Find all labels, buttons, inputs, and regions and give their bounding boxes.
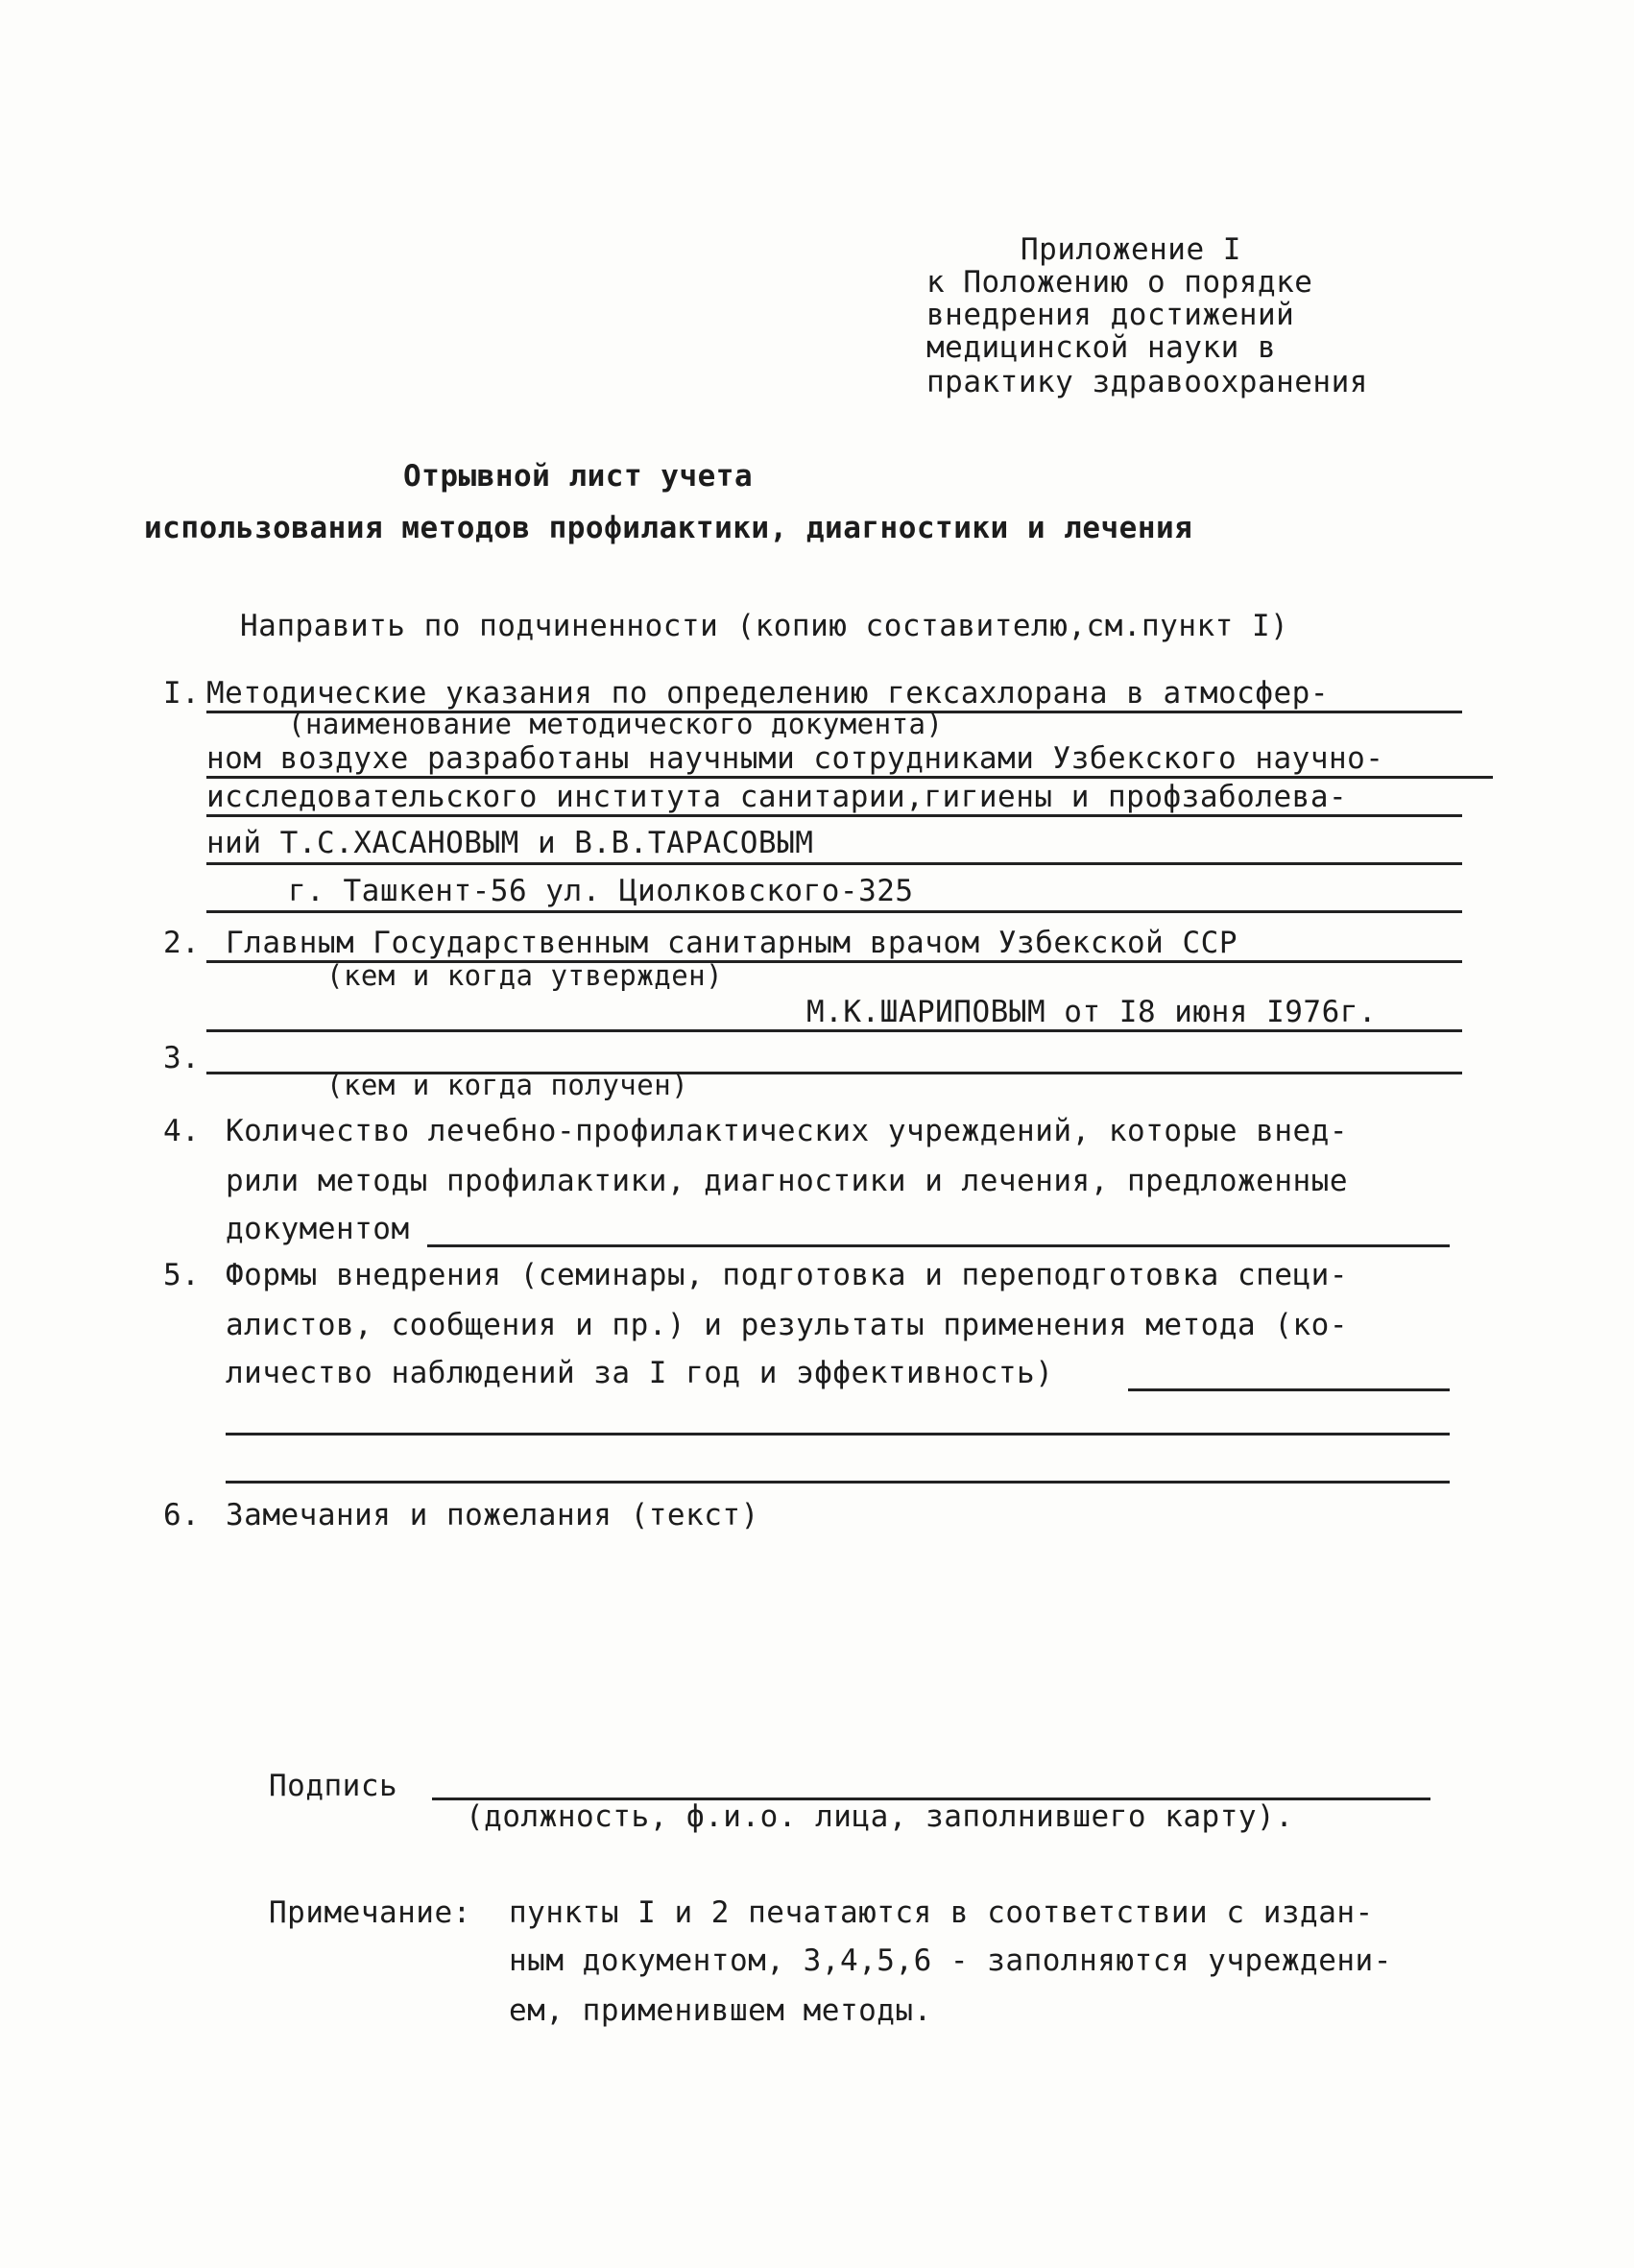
item-number: 3.: [163, 1041, 201, 1075]
signature-label: Подпись: [269, 1769, 398, 1803]
fill-line: [226, 1481, 1450, 1484]
item3-caption: (кем и когда получен): [326, 1069, 689, 1101]
appendix-line: Приложение I: [1021, 232, 1241, 267]
item-number: 4.: [163, 1114, 201, 1148]
item1-text: ном воздухе разработаны научными сотрудниками Узбекского научно-: [206, 741, 1384, 776]
item-number: 6.: [163, 1498, 201, 1532]
note-label: Примечание:: [269, 1895, 471, 1930]
note-text: ным документом, 3,4,5,6 - заполняются учреждени-: [509, 1943, 1392, 1978]
item1-text: исследовательского института санитарии,гигиены и профзаболева-: [206, 780, 1348, 814]
item-number: I.: [163, 676, 201, 711]
item5-text: личество наблюдений за I год и эффективность): [226, 1356, 1054, 1390]
direction-text: Направить по подчиненности (копию составителю,см.пункт I): [240, 609, 1289, 643]
item1-caption: (наименование методического документа): [288, 708, 944, 740]
note-text: ем, применившем методы.: [509, 1993, 932, 2028]
item5-text: Формы внедрения (семинары, подготовка и переподготовка специ-: [226, 1258, 1348, 1292]
document-subtitle: использования методов профилактики, диагностики и лечения: [144, 511, 1193, 545]
item-number: 2.: [163, 926, 201, 960]
note-text: пункты I и 2 печатаются в соответствии с издан-: [509, 1895, 1374, 1930]
appendix-line: практику здравоохранения: [926, 365, 1368, 399]
appendix-line: медицинской науки в: [926, 330, 1277, 365]
fill-line: [206, 910, 1462, 913]
item-number: 5.: [163, 1258, 201, 1292]
fill-line: [206, 814, 1462, 817]
item6-text: Замечания и пожелания (текст): [226, 1498, 759, 1532]
item4-text: рили методы профилактики, диагностики и лечения, предложенные: [226, 1164, 1348, 1198]
fill-line: [226, 1433, 1450, 1436]
appendix-line: к Положению о порядке: [926, 265, 1313, 300]
signature-caption: (должность, ф.и.о. лица, заполнившего карту).: [466, 1799, 1294, 1834]
appendix-line: внедрения достижений: [926, 298, 1295, 332]
item1-address: г. Ташкент-56 ул. Циолковского-325: [288, 874, 914, 908]
item5-text: алистов, сообщения и пр.) и результаты применения метода (ко-: [226, 1308, 1348, 1342]
fill-line: [206, 862, 1462, 865]
item2-caption: (кем и когда утвержден): [326, 959, 724, 992]
item4-text: Количество лечебно-профилактических учреждений, которые внед-: [226, 1114, 1348, 1148]
fill-line: [427, 1244, 1450, 1247]
item4-text: документом: [226, 1212, 410, 1246]
document-title: Отрывной лист учета: [403, 459, 754, 494]
item1-text: ний Т.С.ХАСАНОВЫМ и В.В.ТАРАСОВЫМ: [206, 826, 814, 860]
item2-text: Главным Государственным санитарным врачом Узбекской ССР: [226, 926, 1238, 960]
item2-text: М.К.ШАРИПОВЫМ от I8 июня I976г.: [806, 995, 1378, 1029]
fill-line: [206, 776, 1493, 779]
fill-line: [1128, 1388, 1450, 1391]
fill-line: [206, 1029, 1462, 1032]
item1-text: Методические указания по определению гексахлорана в атмосфер-: [206, 676, 1329, 711]
